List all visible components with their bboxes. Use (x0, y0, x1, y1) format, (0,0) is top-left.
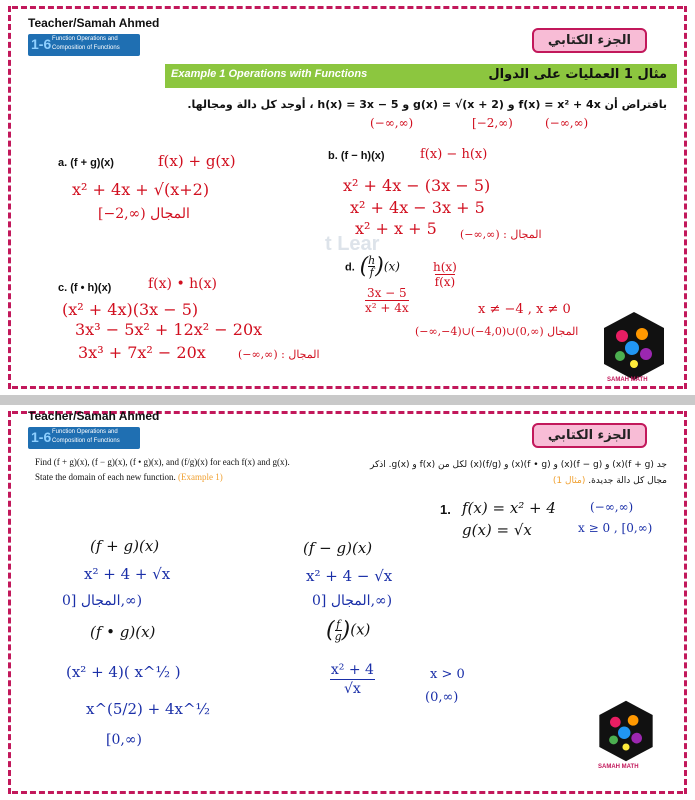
part-b-step-1: x² + 4x − (3x − 5) (343, 176, 491, 195)
border-bottom (12, 791, 683, 794)
border-right (684, 411, 687, 794)
part-a-rewrite: f(x) + g(x) (158, 152, 236, 170)
quotient-condition: x > 0 (430, 667, 465, 682)
lesson-badge (28, 34, 140, 56)
part-c-rewrite: f(x) • h(x) (148, 276, 217, 292)
teacher-name: Teacher/Samah Ahmed (28, 409, 160, 423)
lesson-title-en: Function Operations and (52, 36, 118, 42)
english-problem (35, 455, 295, 485)
border-top (12, 6, 683, 9)
lesson-title-en-2: Composition of Functions (52, 438, 120, 444)
part-b-label: b. (f − h)(x) (328, 150, 385, 162)
difference-domain: المجال [0,∞) (312, 593, 393, 609)
border-left (8, 411, 11, 794)
teacher-name: Teacher/Samah Ahmed (28, 16, 160, 30)
part-d-rewrite (433, 260, 457, 289)
written-section-label: الجزء الكتابي (532, 28, 647, 53)
quotient-domain: (0,∞) (425, 690, 459, 705)
watermark: t Lear (325, 233, 380, 255)
product-step-1: (x² + 4)( x^½ ) (66, 663, 181, 681)
part-c-step-3: 3x³ + 7x² − 20x (78, 343, 206, 362)
part-d-result-num: 3x − 5 (366, 286, 407, 300)
part-d-rewrite-den: f(x) (434, 275, 456, 289)
part-d-rewrite-num: h(x) (433, 260, 457, 274)
difference-label: (f − g)(x) (303, 539, 373, 557)
domain-f: (−∞,∞) (545, 116, 589, 130)
quotient-label: ($\frac{f}{g}$ )(x) (326, 618, 371, 643)
difference-expression: x² + 4 − √x (306, 567, 393, 585)
part-a-domain: [−2,∞) المجال (98, 206, 190, 222)
part-d-result (365, 286, 409, 315)
product-label: (f • g)(x) (90, 623, 156, 641)
quotient-num: f (336, 618, 341, 631)
quotient-den: g (334, 630, 342, 643)
quotient-fraction (335, 619, 342, 642)
part-b-domain: (−∞,∞) : المجال (460, 228, 542, 241)
lesson-badge (28, 427, 140, 449)
part-c-step-1: (x² + 4x)(3x − 5) (62, 300, 199, 319)
slide-2 (0, 405, 695, 800)
example-title-en: Example 1 Operations with Functions (171, 68, 368, 80)
written-section-label: الجزء الكتابي (532, 423, 647, 448)
part-b-rewrite: f(x) − h(x) (420, 147, 488, 162)
part-d-var: (x) (383, 259, 400, 274)
g-definition: g(x) = √x (462, 521, 532, 539)
logo-caption: SAMAH MATH (598, 764, 639, 770)
lesson-number: 1-6 (31, 36, 52, 52)
part-d-expression: d. ($\frac{h}{f}$ )(x) (345, 254, 400, 279)
f-definition: f(x) = x² + 4 (462, 499, 556, 517)
quotient-var: (x) (350, 620, 371, 639)
sum-domain: المجال [0,∞) (62, 593, 143, 609)
part-a-label: a. (f + g)(x) (58, 157, 114, 169)
arabic-problem-text: جد (f + g)(x) و (f − g)(x) و (f • g)(x) و (f/g)(x) لكل من f(x) و g(x). اذكر مجال كل دالة جديدة. (370, 460, 667, 486)
border-right (684, 6, 687, 389)
product-step-2: x^(5/2) + 4x^½ (86, 700, 211, 718)
quotient-result (330, 661, 375, 698)
part-d-domain: (−∞,−4)∪(−4,0)∪(0,∞) المجال (415, 325, 579, 338)
question-number: 1. (440, 502, 451, 517)
example-title-ar: مثال 1 العمليات على الدوال (488, 67, 667, 82)
arabic-ref: (مثال 1) (552, 476, 586, 486)
slide-1 (0, 0, 695, 395)
domain-g: [−2,∞) (472, 116, 513, 130)
f-domain: (−∞,∞) (590, 500, 634, 514)
lesson-title-en: Function Operations and (52, 429, 118, 435)
part-b-step-3: x² + x + 5 (355, 219, 437, 238)
part-d-condition: x ≠ −4 , x ≠ 0 (478, 302, 571, 317)
logo-caption: SAMAH MATH (607, 377, 648, 383)
part-d-den: f (369, 266, 374, 279)
domain-h: (−∞,∞) (370, 116, 414, 130)
arabic-problem (367, 457, 667, 489)
samah-math-logo (594, 699, 666, 771)
problem-statement: بافتراض أن f(x) = x² + 4x و g(x) = √(x + 2) و h(x) = 3x − 5 ، أوجد كل دالة ومجالها. (187, 98, 667, 111)
part-d-result-den: x² + 4x (365, 301, 409, 315)
english-problem-text: Find (f + g)(x), (f − g)(x), (f • g)(x), and (f/g)(x) for each f(x) and g(x). State the domain of each new function. (35, 457, 290, 482)
quotient-result-num: x² + 4 (330, 662, 374, 678)
part-c-domain: (−∞,∞) : المجال (238, 348, 320, 361)
product-domain: [0,∞) (106, 732, 142, 748)
border-bottom (12, 386, 683, 389)
example-banner (165, 64, 677, 88)
part-d-num: h (368, 254, 376, 267)
part-a-result: x² + 4x + √(x+2) (72, 180, 210, 199)
part-d-label: d. (345, 261, 355, 274)
lesson-title-en-2: Composition of Functions (52, 45, 120, 51)
border-left (8, 6, 11, 389)
quotient-result-den: √x (330, 679, 375, 698)
english-ref: (Example 1) (177, 472, 223, 482)
g-domain: x ≥ 0 , [0,∞) (578, 521, 653, 535)
sum-expression: x² + 4 + √x (84, 565, 171, 583)
samah-math-logo (598, 310, 670, 382)
sum-label: (f + g)(x) (90, 537, 160, 555)
lesson-number: 1-6 (31, 429, 52, 445)
part-b-step-2: x² + 4x − 3x + 5 (350, 198, 485, 217)
part-c-label: c. (f • h)(x) (58, 282, 112, 294)
part-c-step-2: 3x³ − 5x² + 12x² − 20x (75, 320, 263, 339)
